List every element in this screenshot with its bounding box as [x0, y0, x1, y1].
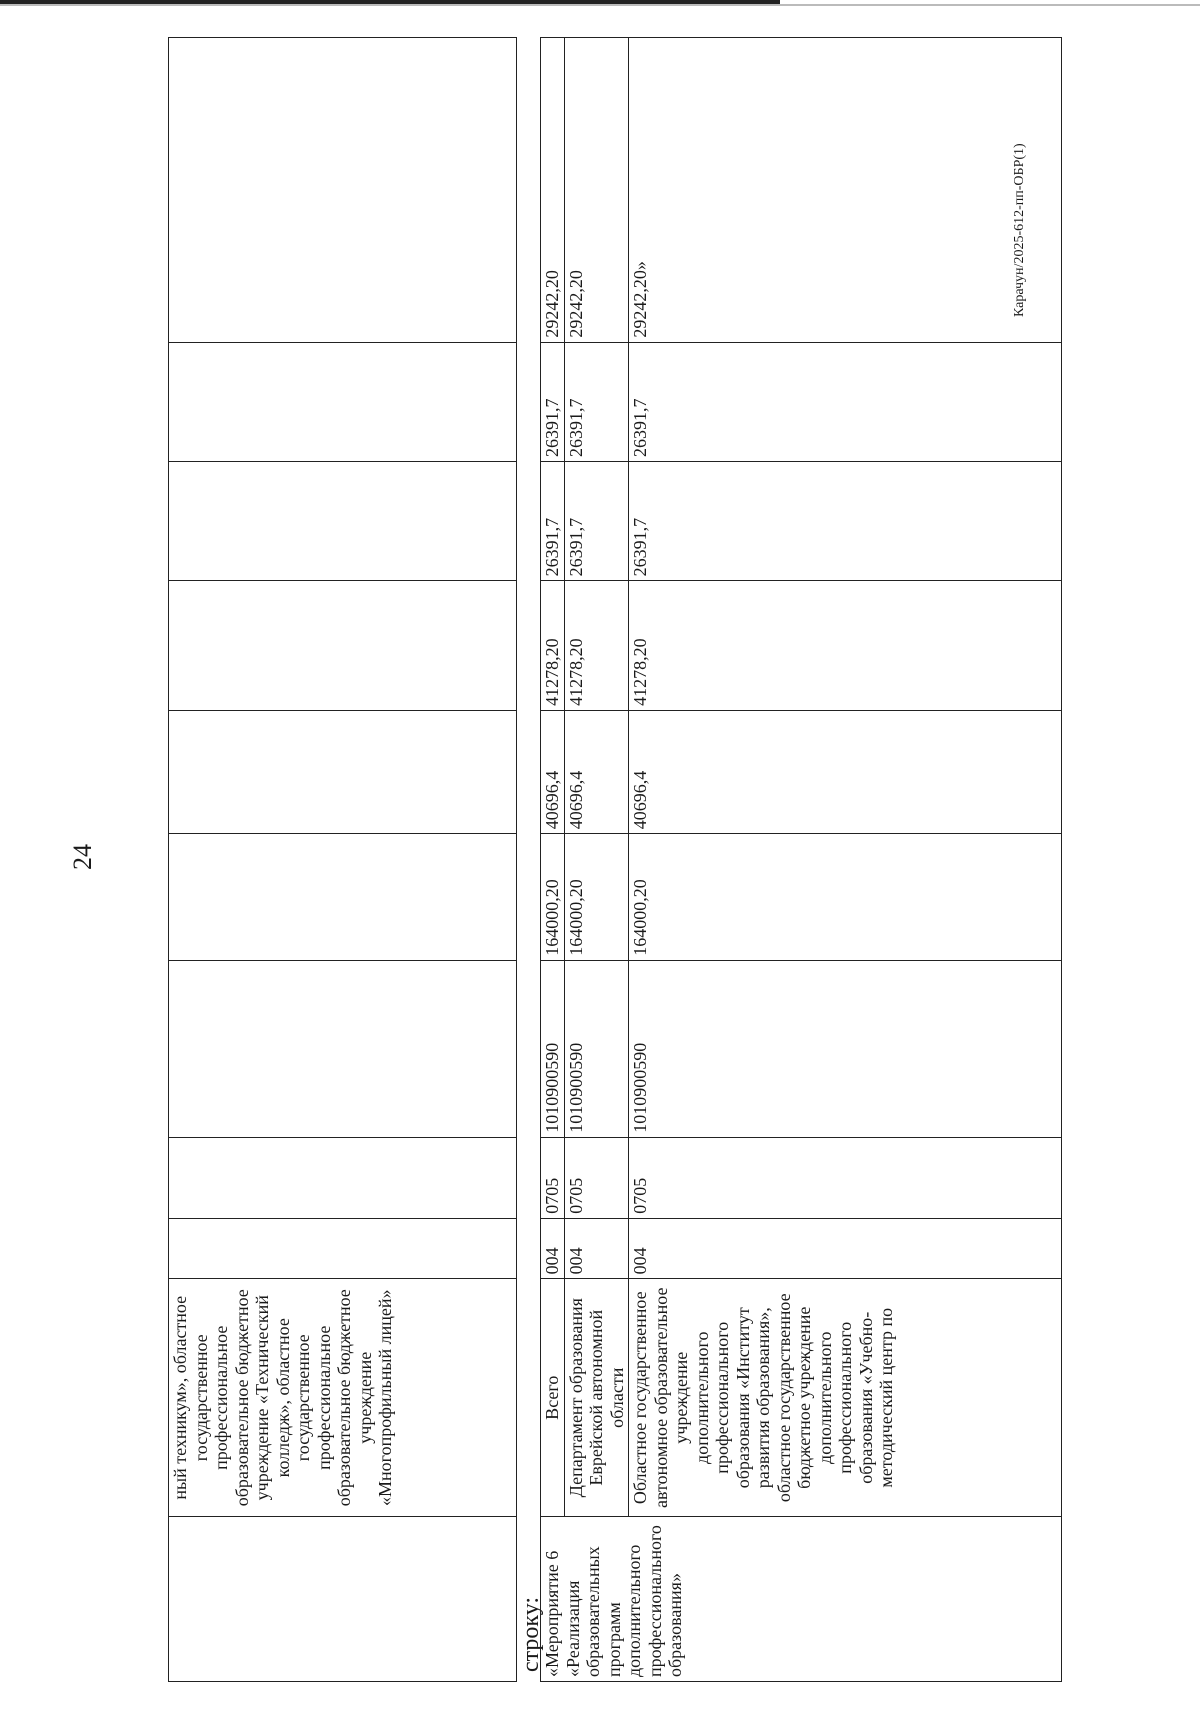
- total-value: 164000,20: [541, 834, 565, 960]
- table-row: [629, 38, 1062, 1682]
- year1-value: 40696,4: [564, 710, 629, 833]
- prev-institutions-cell: ный техникум», областное государственное профессиональное образовательное бюджетное учреждение «Технический колледж», областное государственное профессиональное образовательное бюджетное учреждение «Многопрофильный лицей»: [169, 1279, 517, 1517]
- year5-value: 29242,20: [541, 38, 565, 343]
- year1-value: 40696,4: [629, 710, 1062, 833]
- year1-value: 40696,4: [541, 710, 565, 833]
- row-name: Департамент образования Еврейской автономной области: [564, 1279, 629, 1517]
- rz-code: 0705: [629, 1137, 1062, 1218]
- rz-code: 0705: [541, 1137, 565, 1218]
- year5-value: 29242,20: [564, 38, 629, 343]
- csr-code: 1010900590: [564, 960, 629, 1137]
- row-name: Всего: [541, 1279, 565, 1517]
- table-row: [541, 38, 565, 1682]
- scan-edge-line: [0, 4, 1200, 6]
- year4-value: 26391,7: [541, 342, 565, 461]
- year2-value: 41278,20: [564, 581, 629, 710]
- stroku-label: строку:: [518, 1596, 544, 1672]
- year2-value: 41278,20: [541, 581, 565, 710]
- table-row: [564, 38, 629, 1682]
- year3-value: 26391,7: [541, 462, 565, 581]
- year3-value: 26391,7: [564, 462, 629, 581]
- csr-code: 1010900590: [541, 960, 565, 1137]
- document-footer: Карачун/2025-612-пп-ОБР(1): [1012, 143, 1027, 317]
- year3-value: 26391,7: [629, 462, 1062, 581]
- csr-code: 1010900590: [629, 960, 1062, 1137]
- grbs-code: 004: [541, 1218, 565, 1279]
- year2-value: 41278,20: [629, 581, 1062, 710]
- previous-table-fragment: [168, 37, 517, 1682]
- row-name: Областное государственное автономное образовательное учреждение дополнительного профессионального образования «Институт развития образования», областное государственное бюджетное учреждение дополнительного профессионального образования «Учебно-методический центр по: [629, 1279, 1062, 1517]
- program-table: [540, 37, 1062, 1682]
- event-cell: «Мероприятие 6 «Реализация образовательных программ дополнительного профессионального образования»: [541, 1517, 1062, 1682]
- grbs-code: 004: [564, 1218, 629, 1279]
- year4-value: 26391,7: [564, 342, 629, 461]
- page-number: 24: [68, 844, 97, 870]
- total-value: 164000,20: [564, 834, 629, 960]
- prev-empty-cell: [169, 1517, 517, 1682]
- year5-value: 29242,20»: [629, 38, 1062, 343]
- year4-value: 26391,7: [629, 342, 1062, 461]
- total-value: 164000,20: [629, 834, 1062, 960]
- grbs-code: 004: [629, 1218, 1062, 1279]
- rotated-sheet: [142, 37, 1122, 1682]
- rz-code: 0705: [564, 1137, 629, 1218]
